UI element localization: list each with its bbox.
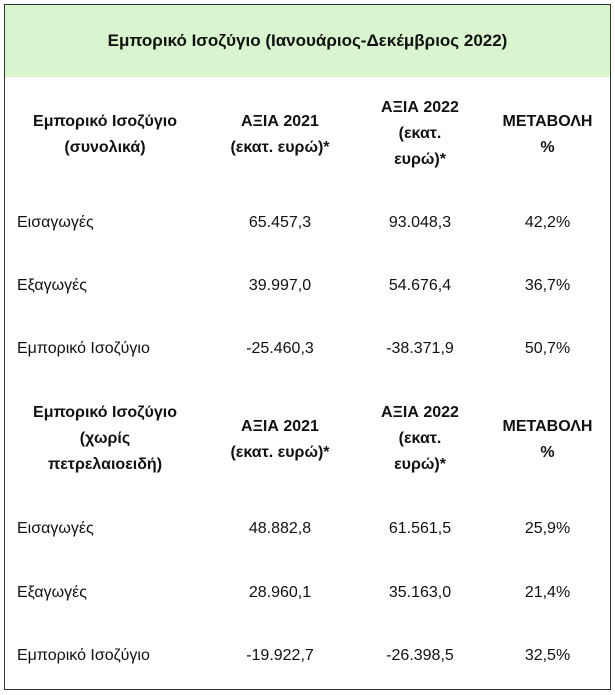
row-label: Εισαγωγές: [17, 520, 94, 537]
header-line: (συνολικά): [64, 139, 146, 156]
change-percent: 25,9%: [524, 520, 571, 537]
header-line: πετρελαιοειδή): [47, 456, 163, 473]
header-line: ΜΕΤΑΒΟΛΗ: [502, 113, 593, 130]
header-line: %: [540, 444, 555, 461]
value-2021: 28.960,1: [248, 584, 312, 601]
value-2022: -26.398,5: [386, 647, 454, 664]
header-line: ευρώ)*: [394, 456, 446, 473]
row-label: Εξαγωγές: [17, 277, 87, 294]
header-line: (εκατ.: [398, 125, 442, 142]
row-label: Εξαγωγές: [17, 584, 87, 601]
change-percent: 21,4%: [524, 584, 571, 601]
section1-header-category: [5, 109, 205, 161]
section2-header-change: [485, 414, 610, 466]
value-2022: 54.676,4: [388, 277, 452, 294]
header-line: ΜΕΤΑΒΟΛΗ: [502, 418, 593, 435]
header-line: Εμπορικό Ισοζύγιο: [33, 113, 177, 130]
header-line: Εμπορικό Ισοζύγιο: [33, 404, 177, 421]
value-2021: 65.457,3: [248, 214, 312, 231]
section1-header-value-2021: [205, 109, 355, 161]
value-2021: -25.460,3: [246, 340, 314, 357]
value-2022: 61.561,5: [388, 520, 452, 537]
value-2021: 39.997,0: [248, 277, 312, 294]
value-2022: 93.048,3: [388, 214, 452, 231]
header-line: ευρώ)*: [394, 151, 446, 168]
header-line: (εκατ.: [398, 430, 442, 447]
row-label: Εμπορικό Ισοζύγιο: [17, 647, 150, 664]
value-2021: -19.922,7: [246, 647, 314, 664]
header-line: %: [540, 139, 555, 156]
header-line: ΑΞΙΑ 2021: [241, 418, 319, 435]
header-line: (εκατ. ευρώ)*: [230, 444, 330, 461]
header-line: ΑΞΙΑ 2022: [381, 99, 459, 116]
trade-balance-table: [4, 4, 611, 690]
value-2021: 48.882,8: [248, 520, 312, 537]
header-line: ΑΞΙΑ 2022: [381, 404, 459, 421]
row-label: Εμπορικό Ισοζύγιο: [17, 340, 150, 357]
section1-header-value-2022: [355, 95, 485, 173]
change-percent: 32,5%: [524, 647, 571, 664]
table-title: Εμπορικό Ισοζύγιο (Ιανουάριος-Δεκέμβριος 2022): [5, 5, 610, 77]
row-label: Εισαγωγές: [17, 214, 94, 231]
change-percent: 36,7%: [524, 277, 571, 294]
value-2022: -38.371,9: [386, 340, 454, 357]
change-percent: 42,2%: [524, 214, 571, 231]
section2-header-value-2022: [355, 400, 485, 478]
header-line: (χωρίς: [79, 430, 131, 447]
section1-header-change: [485, 109, 610, 161]
change-percent: 50,7%: [524, 340, 571, 357]
section2-header-category: [5, 400, 205, 478]
header-line: (εκατ. ευρώ)*: [230, 139, 330, 156]
value-2022: 35.163,0: [388, 584, 452, 601]
header-line: ΑΞΙΑ 2021: [241, 113, 319, 130]
section2-header-value-2021: [205, 414, 355, 466]
